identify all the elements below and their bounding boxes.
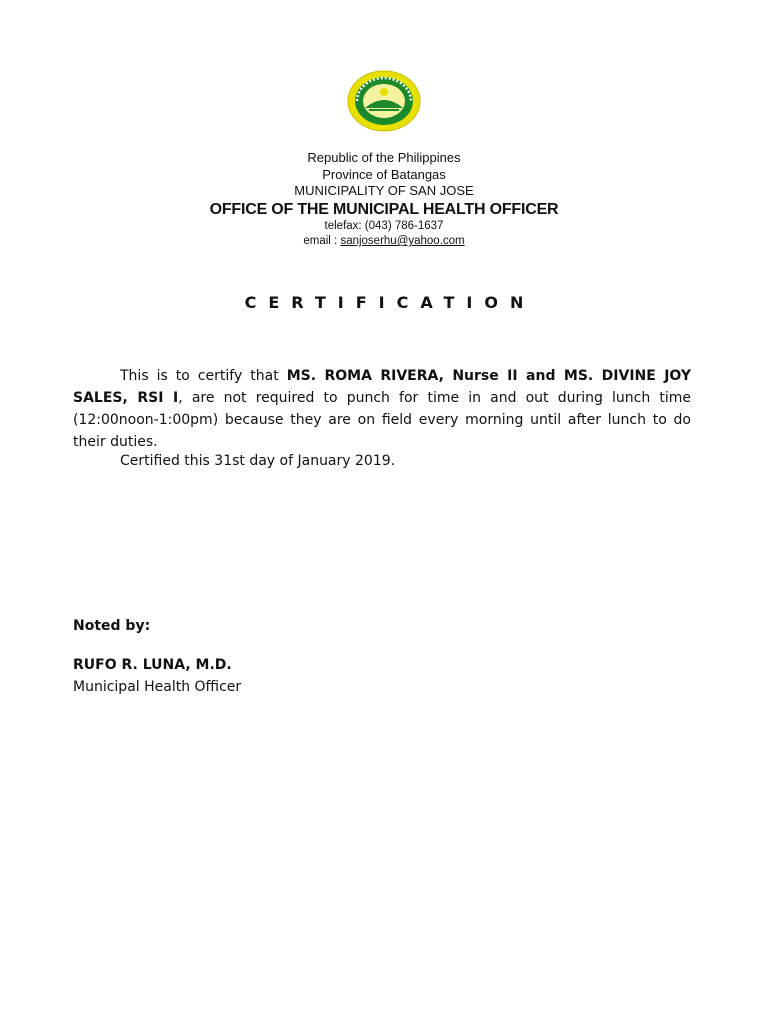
certified-date-paragraph: Certified this 31st day of January 2019. — [120, 453, 396, 469]
municipal-seal-logo — [347, 70, 421, 132]
certification-paragraph — [73, 365, 691, 453]
signer-name: RUFO R. LUNA, M.D. — [73, 657, 232, 673]
email-label: email : — [303, 235, 341, 247]
header-email-line — [0, 235, 768, 247]
paragraph-intro: This is to certify that — [120, 368, 287, 384]
document-title: CERTIFICATION — [244, 293, 536, 312]
signer-position: Municipal Health Officer — [73, 679, 242, 695]
header-municipality: MUNICIPALITY OF SAN JOSE — [294, 183, 474, 198]
certified-persons: MS. ROMA RIVERA, Nurse II and MS. DIVINE JOY SALES, RSI I — [73, 368, 691, 406]
email-link[interactable]: sanjoserhu@yahoo.com — [340, 235, 465, 247]
header-republic: Republic of the Philippines — [307, 150, 461, 165]
header-telefax: telefax: (043) 786-1637 — [324, 220, 444, 232]
header-office: OFFICE OF THE MUNICIPAL HEALTH OFFICER — [209, 201, 559, 218]
header-province: Province of Batangas — [322, 167, 446, 182]
noted-by-label: Noted by: — [73, 618, 151, 634]
paragraph-rest: , are not required to punch for time in and out during lunch time (12:00noon-1:00pm) because they are on field every morning until after lunch to do their duties. — [73, 390, 691, 450]
